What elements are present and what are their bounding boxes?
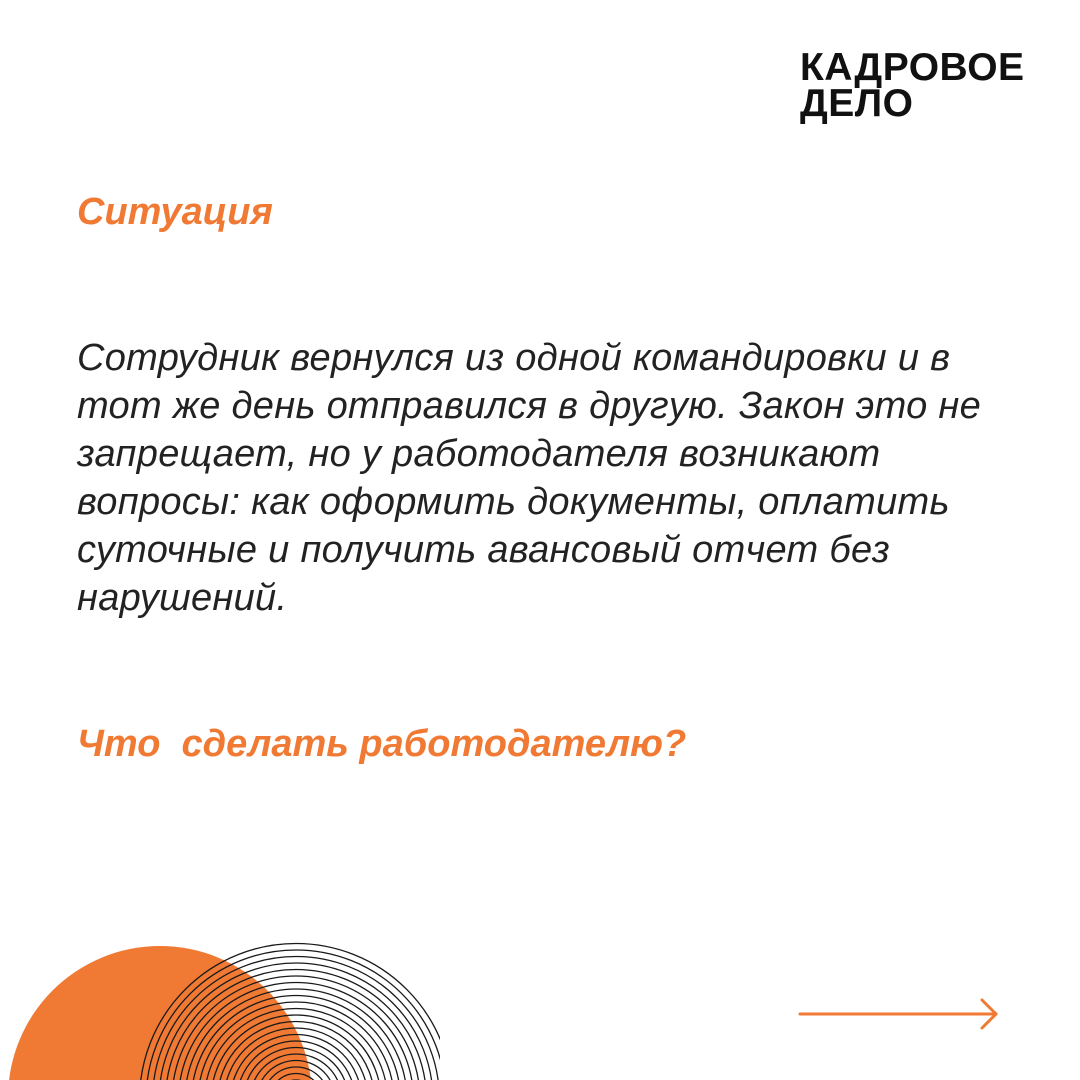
brand-logo-line-1: КАДРОВОЕ (800, 46, 1025, 89)
question-heading: Что сделать работодателю? (77, 723, 687, 765)
arrow-right-icon[interactable] (798, 996, 1002, 1032)
brand-logo-line-2: ДЕЛО (800, 82, 914, 125)
brand-logo (800, 46, 1060, 125)
decorative-circles-icon (0, 920, 440, 1080)
situation-text: Сотрудник вернулся из одной командировки и в тот же день отправился в другую. Закон это не запрещает, но у работодателя возникают вопросы: как оформить документы, оплатить суточные и получить авансовый отчет без нарушений. (77, 337, 982, 619)
situation-heading: Ситуация (77, 191, 273, 233)
